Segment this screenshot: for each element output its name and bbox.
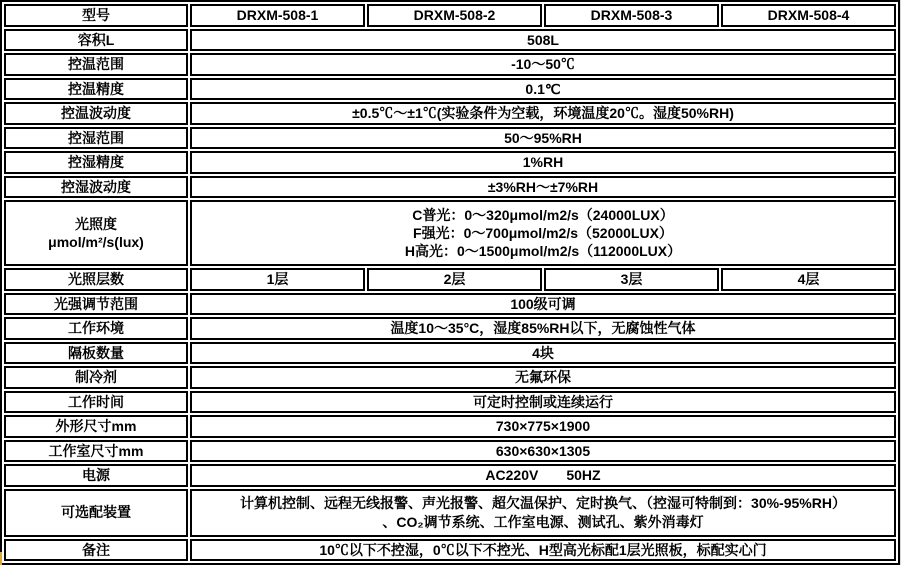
row-label-model: 型号 xyxy=(4,4,188,27)
row-value-notes: 10℃以下不控湿，0℃以下不控光、H型高光标配1层光照板，标配实心门 xyxy=(190,539,896,562)
cell-light-layers-4: 4层 xyxy=(721,268,896,291)
row-value-line: 、CO₂调节系统、工作室电源、测试孔、紫外消毒灯 xyxy=(382,513,704,530)
table-row xyxy=(4,317,896,340)
row-value-outer-size: 730×775×1900 xyxy=(190,415,896,438)
spec-table-body xyxy=(4,4,896,561)
row-value-illuminance xyxy=(190,200,896,266)
table-row xyxy=(4,366,896,389)
row-value-line: F强光：0～700μmol/m2/s（52000LUX） xyxy=(413,224,673,241)
row-label-temp-range: 控温范围 xyxy=(4,53,188,76)
row-value-optional-devices xyxy=(190,489,896,537)
row-value-chamber-size: 630×630×1305 xyxy=(190,440,896,463)
table-row xyxy=(4,391,896,414)
row-value-refrigerant: 无氟环保 xyxy=(190,366,896,389)
row-label-power: 电源 xyxy=(4,464,188,487)
table-row xyxy=(4,200,896,266)
row-value-capacity: 508L xyxy=(190,29,896,52)
cursor-artifact xyxy=(0,552,2,565)
row-label-humidity-accuracy: 控湿精度 xyxy=(4,151,188,174)
table-row xyxy=(4,464,896,487)
table-row xyxy=(4,102,896,125)
row-value-temp-fluctuation: ±0.5℃～±1℃(实验条件为空载，环境温度20℃。湿度50%RH) xyxy=(190,102,896,125)
table-row xyxy=(4,342,896,365)
cell-light-layers-1: 1层 xyxy=(190,268,365,291)
row-label-refrigerant: 制冷剂 xyxy=(4,366,188,389)
row-value-work-time: 可定时控制或连续运行 xyxy=(190,391,896,414)
table-row xyxy=(4,53,896,76)
row-value-shelf-count: 4块 xyxy=(190,342,896,365)
row-label-outer-size: 外形尺寸mm xyxy=(4,415,188,438)
row-value-line: C普光：0～320μmol/m2/s（24000LUX） xyxy=(412,206,674,223)
table-row xyxy=(4,539,896,562)
table-row xyxy=(4,127,896,150)
table-row xyxy=(4,268,896,291)
row-value-power: AC220V 50HZ xyxy=(190,464,896,487)
table-row xyxy=(4,489,896,537)
table-row xyxy=(4,440,896,463)
row-value-humidity-fluctuation: ±3%RH～±7%RH xyxy=(190,176,896,199)
row-label-capacity: 容积L xyxy=(4,29,188,52)
table-row xyxy=(4,415,896,438)
table-row xyxy=(4,293,896,316)
window-edge-line xyxy=(900,0,901,565)
table-row xyxy=(4,151,896,174)
cell-model-4: DRXM-508-4 xyxy=(721,4,896,27)
row-label-temp-fluctuation: 控温波动度 xyxy=(4,102,188,125)
row-label-line: 光照度 xyxy=(75,215,117,232)
table-row xyxy=(4,78,896,101)
row-label-notes: 备注 xyxy=(4,539,188,562)
row-label-humidity-fluctuation: 控湿波动度 xyxy=(4,176,188,199)
row-value-light-adjust-range: 100级可调 xyxy=(190,293,896,316)
row-label-light-layers: 光照层数 xyxy=(4,268,188,291)
row-label-optional-devices: 可选配装置 xyxy=(4,489,188,537)
cell-model-3: DRXM-508-3 xyxy=(544,4,719,27)
table-row xyxy=(4,29,896,52)
row-value-temp-range: -10～50℃ xyxy=(190,53,896,76)
row-label-shelf-count: 隔板数量 xyxy=(4,342,188,365)
table-row xyxy=(4,176,896,199)
row-value-temp-accuracy: 0.1℃ xyxy=(190,78,896,101)
row-label-illuminance xyxy=(4,200,188,266)
row-value-line: 计算机控制、远程无线报警、声光报警、超欠温保护、定时换气、（控湿可特制到：30%-95%RH） xyxy=(240,495,846,512)
row-label-line: μmol/m²/s(lux) xyxy=(48,234,144,250)
row-label-work-time: 工作时间 xyxy=(4,391,188,414)
row-label-temp-accuracy: 控温精度 xyxy=(4,78,188,101)
row-label-work-environment: 工作环境 xyxy=(4,317,188,340)
row-value-humidity-accuracy: 1%RH xyxy=(190,151,896,174)
row-value-humidity-range: 50～95%RH xyxy=(190,127,896,150)
cell-model-2: DRXM-508-2 xyxy=(367,4,542,27)
row-label-light-adjust-range: 光强调节范围 xyxy=(4,293,188,316)
cell-model-1: DRXM-508-1 xyxy=(190,4,365,27)
cell-light-layers-3: 3层 xyxy=(544,268,719,291)
row-value-work-environment: 温度10～35°C，湿度85%RH以下，无腐蚀性气体 xyxy=(190,317,896,340)
cell-light-layers-2: 2层 xyxy=(367,268,542,291)
row-value-line: H高光：0～1500μmol/m2/s（112000LUX） xyxy=(404,243,682,260)
table-row xyxy=(4,4,896,27)
row-label-humidity-range: 控湿范围 xyxy=(4,127,188,150)
row-label-chamber-size: 工作室尺寸mm xyxy=(4,440,188,463)
